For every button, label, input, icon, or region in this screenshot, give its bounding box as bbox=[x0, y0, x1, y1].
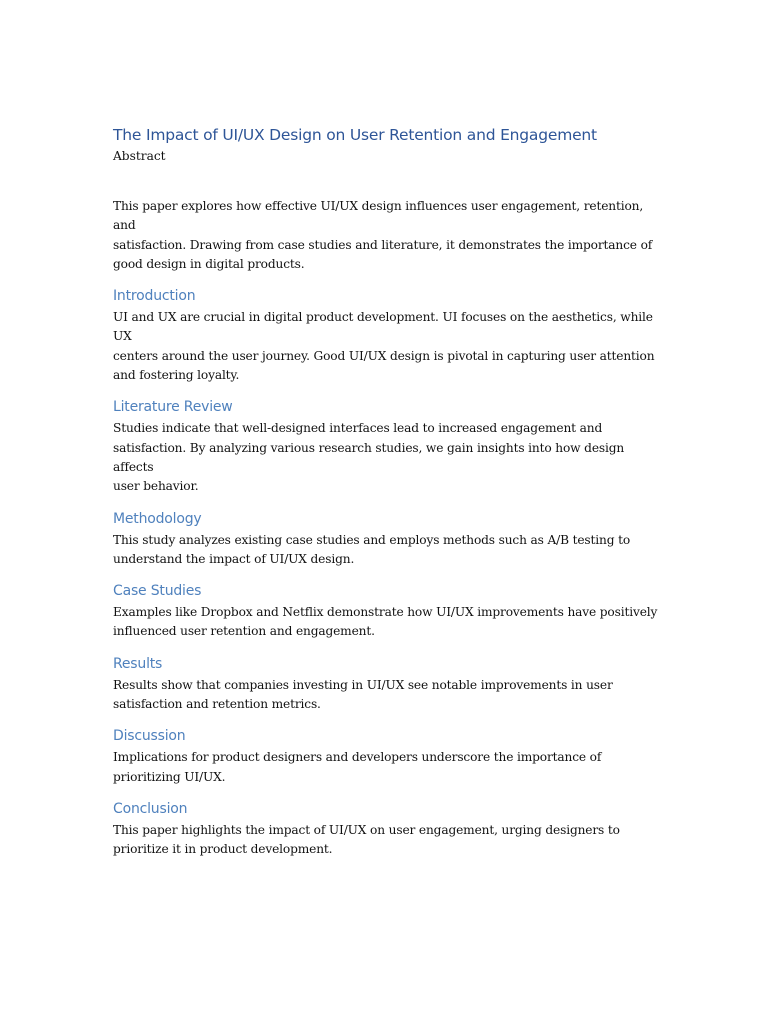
abstract-line: This paper explores how effective UI/UX design influences user engagement, retention, and bbox=[113, 199, 644, 233]
section-heading: Results bbox=[113, 655, 163, 672]
section-paragraph bbox=[113, 531, 658, 570]
section-heading: Case Studies bbox=[113, 583, 202, 600]
section-case-studies bbox=[113, 581, 658, 642]
paragraph-line: influenced user retention and engagement. bbox=[113, 624, 375, 639]
section-introduction bbox=[113, 286, 658, 385]
abstract-line: satisfaction. Drawing from case studies and literature, it demonstrates the importance of bbox=[113, 237, 653, 252]
paragraph-line: user behavior. bbox=[113, 479, 199, 494]
paragraph-line: Examples like Dropbox and Netflix demonstrate how UI/UX improvements have positively bbox=[113, 605, 658, 620]
section-paragraph bbox=[113, 419, 658, 496]
section-methodology bbox=[113, 509, 658, 570]
section-heading: Conclusion bbox=[113, 800, 188, 817]
paragraph-line: centers around the user journey. Good UI/UX design is pivotal in capturing user attention bbox=[113, 348, 655, 363]
paragraph-line: satisfaction. By analyzing various research studies, we gain insights into how design affects bbox=[113, 440, 625, 474]
section-paragraph bbox=[113, 821, 658, 860]
paragraph-line: This study analyzes existing case studies and employs methods such as A/B testing to bbox=[113, 532, 631, 547]
document-title: The Impact of UI/UX Design on User Retention and Engagement bbox=[113, 126, 597, 144]
section-literature-review bbox=[113, 397, 658, 496]
abstract-label: Abstract bbox=[113, 149, 166, 163]
document-content bbox=[113, 124, 658, 872]
paragraph-line: Studies indicate that well-designed interfaces lead to increased engagement and bbox=[113, 421, 603, 436]
abstract-line: good design in digital products. bbox=[113, 256, 305, 271]
section-heading: Literature Review bbox=[113, 399, 233, 416]
section-paragraph bbox=[113, 748, 658, 787]
section-heading: Methodology bbox=[113, 510, 202, 527]
section-paragraph bbox=[113, 308, 658, 385]
paragraph-line: This paper highlights the impact of UI/UX on user engagement, urging designers to bbox=[113, 822, 620, 837]
paragraph-line: prioritizing UI/UX. bbox=[113, 769, 226, 784]
section-paragraph bbox=[113, 676, 658, 715]
paragraph-line: and fostering loyalty. bbox=[113, 368, 240, 383]
paragraph-line: UI and UX are crucial in digital product development. UI focuses on the aesthetics, while UX bbox=[113, 310, 653, 344]
section-heading: Introduction bbox=[113, 288, 196, 305]
paragraph-line: satisfaction and retention metrics. bbox=[113, 697, 321, 712]
paragraph-line: understand the impact of UI/UX design. bbox=[113, 551, 355, 566]
section-conclusion bbox=[113, 799, 658, 860]
section-paragraph bbox=[113, 603, 658, 642]
section-results bbox=[113, 654, 658, 715]
section-discussion bbox=[113, 726, 658, 787]
paragraph-line: prioritize it in product development. bbox=[113, 842, 333, 857]
paragraph-line: Results show that companies investing in UI/UX see notable improvements in user bbox=[113, 677, 613, 692]
abstract-paragraph bbox=[113, 197, 658, 274]
paragraph-line: Implications for product designers and developers underscore the importance of bbox=[113, 750, 602, 765]
section-heading: Discussion bbox=[113, 728, 186, 745]
